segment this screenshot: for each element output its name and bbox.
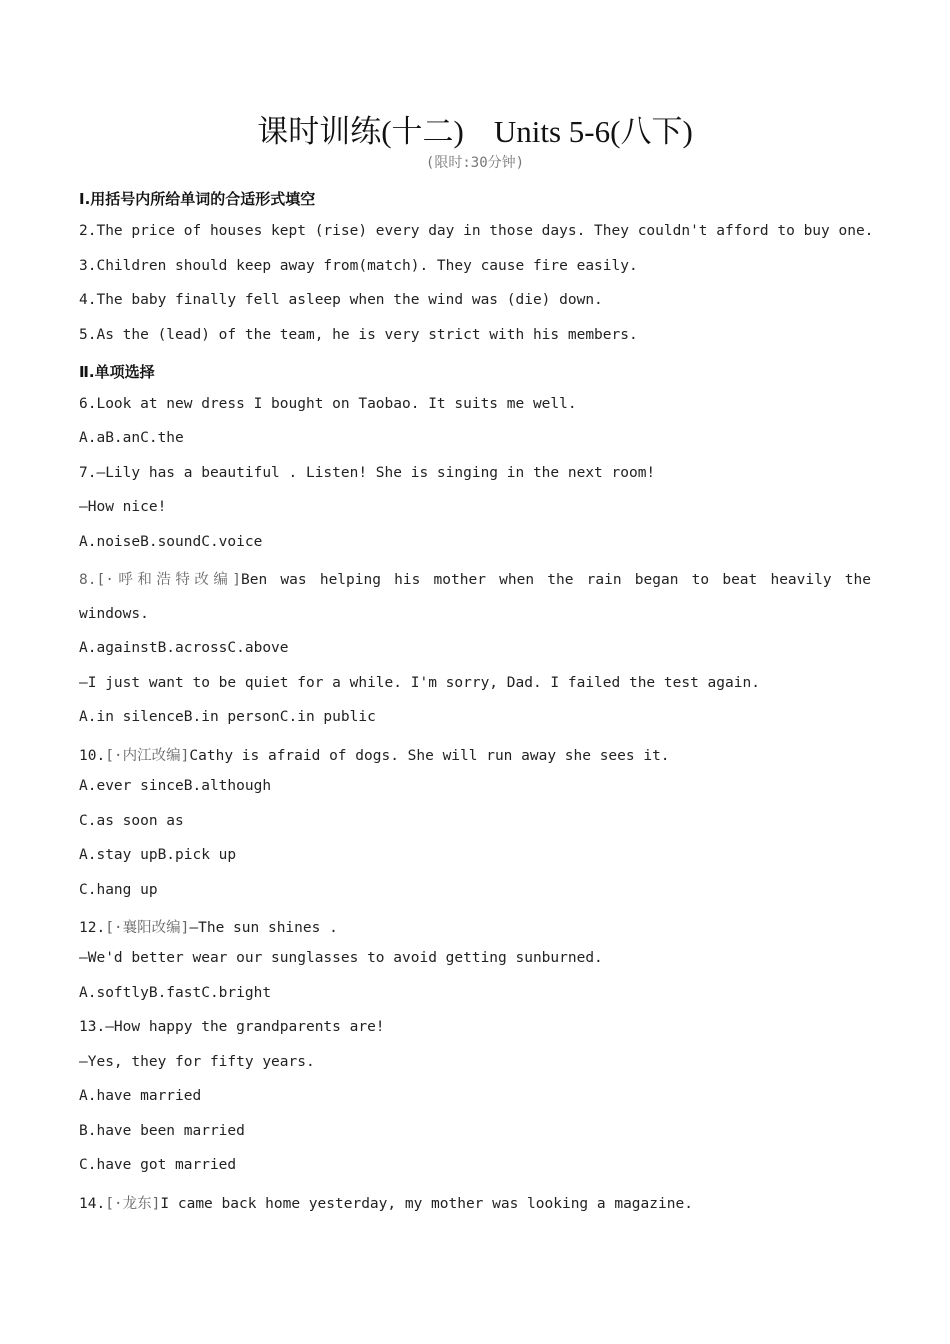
page-title bbox=[0, 106, 950, 151]
q11-option-c: C.hang up bbox=[79, 882, 158, 898]
q13-option-a: A.have married bbox=[79, 1088, 202, 1104]
q12-num: 12. bbox=[79, 920, 106, 936]
q10-option-c: C.as soon as bbox=[79, 813, 184, 829]
q8-source: 8.[·呼和浩特改编] bbox=[79, 572, 242, 588]
q10-option-ab: A.ever sinceB.although bbox=[79, 778, 272, 794]
q14-num: 14. bbox=[79, 1196, 106, 1212]
q12-body: —The sun shines . bbox=[189, 920, 338, 936]
q13-option-c: C.have got married bbox=[79, 1157, 237, 1173]
q11-option-ab: A.stay upB.pick up bbox=[79, 847, 237, 863]
q10-source: [·内江改编] bbox=[105, 748, 190, 764]
q10-text bbox=[79, 744, 670, 765]
q8-body: Ben was helping his mother when the rain began to beat heavily the bbox=[241, 572, 871, 588]
q12-source: [·襄阳改编] bbox=[105, 920, 190, 936]
q13-reply: —Yes, they for fifty years. bbox=[79, 1054, 315, 1070]
q6-options: A.aB.anC.the bbox=[79, 430, 184, 446]
title-units: Units 5-6(八下) bbox=[493, 114, 693, 149]
q9-options: A.in silenceB.in personC.in public bbox=[79, 709, 376, 725]
q10-num: 10. bbox=[79, 748, 106, 764]
section1-heading: Ⅰ.用括号内所给单词的合适形式填空 bbox=[79, 190, 316, 208]
q10-body: Cathy is afraid of dogs. She will run away she sees it. bbox=[189, 748, 670, 764]
q8-text bbox=[79, 568, 871, 589]
section2-heading: Ⅱ.单项选择 bbox=[79, 363, 155, 381]
title-main: 课时训练(十二) bbox=[257, 114, 464, 149]
q7-options: A.noiseB.soundC.voice bbox=[79, 534, 263, 550]
q12-text bbox=[79, 916, 338, 937]
q13-text: 13.—How happy the grandparents are! bbox=[79, 1019, 385, 1035]
q8-options: A.againstB.acrossC.above bbox=[79, 640, 289, 656]
q7-reply: —How nice! bbox=[79, 499, 167, 515]
q14-body: I came back home yesterday, my mother was looking a magazine. bbox=[160, 1196, 693, 1212]
time-limit: (限时:30分钟) bbox=[425, 155, 525, 171]
q4-text: 4.The baby finally fell asleep when the wind was (die) down. bbox=[79, 292, 603, 308]
q14-text bbox=[79, 1192, 693, 1213]
q9-text: —I just want to be quiet for a while. I'm sorry, Dad. I failed the test again. bbox=[79, 675, 760, 691]
q2-text: 2.The price of houses kept (rise) every day in those days. They couldn't afford to buy one. bbox=[79, 223, 874, 239]
q12-options: A.softlyB.fastC.bright bbox=[79, 985, 272, 1001]
q13-option-b: B.have been married bbox=[79, 1123, 245, 1139]
q7-text: 7.—Lily has a beautiful . Listen! She is singing in the next room! bbox=[79, 465, 656, 481]
q12-reply: —We'd better wear our sunglasses to avoid getting sunburned. bbox=[79, 950, 603, 966]
q14-source: [·龙东] bbox=[105, 1196, 161, 1212]
q8-cont: windows. bbox=[79, 606, 149, 622]
q3-text: 3.Children should keep away from(match). They cause fire easily. bbox=[79, 258, 638, 274]
q5-text: 5.As the (lead) of the team, he is very strict with his members. bbox=[79, 327, 638, 343]
q6-text: 6.Look at new dress I bought on Taobao. It suits me well. bbox=[79, 396, 577, 412]
